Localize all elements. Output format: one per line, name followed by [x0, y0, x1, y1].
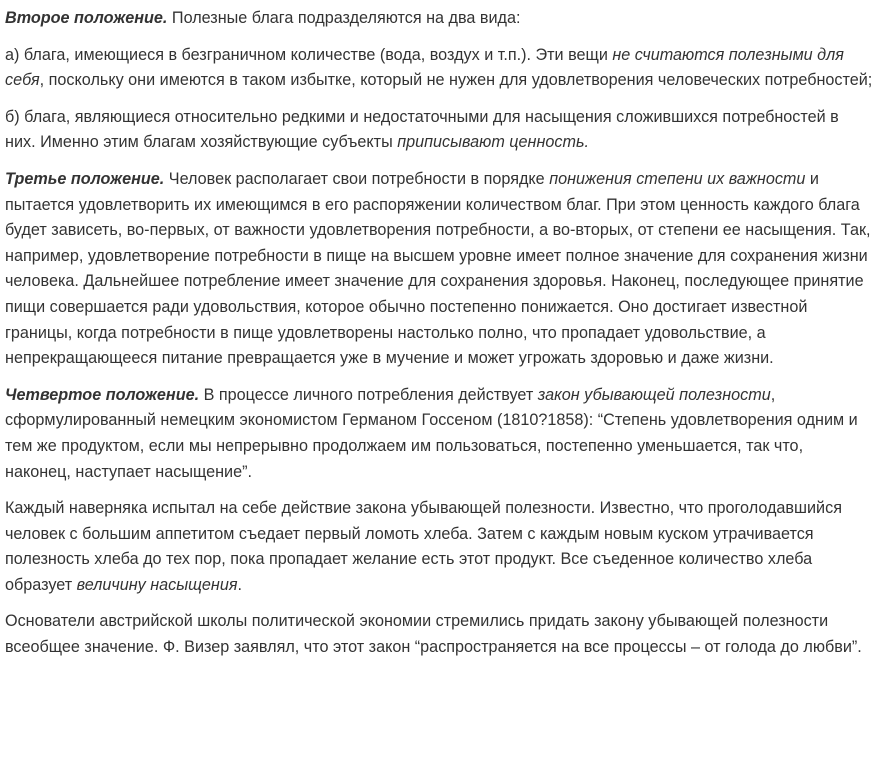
emphasis-assign-value: приписывают ценность.: [397, 133, 589, 152]
paragraph-text: .: [237, 575, 242, 594]
lead-fourth-proposition: Четвертое положение.: [5, 385, 200, 404]
paragraph-text: б) блага, являющиеся относительно редкими и недостаточными для насыщения сложившихся потребностей в них. Именно этим благам хозяйствующие субъекты: [5, 107, 839, 152]
paragraph-text: Каждый наверняка испытал на себе действие закона убывающей полезности. Известно, что проголодавшийся человек с большим аппетитом съедает первый ломоть хлеба. Затем с каждым новым куском утрачивается полезность хлеба до тех пор, пока пропадает желание есть этот продукт. Все съеденное количество хлеба образует: [5, 499, 842, 594]
paragraph-unlimited-goods: [5, 43, 873, 94]
paragraph-text: Человек располагает свои потребности в порядке: [164, 169, 550, 188]
emphasis-diminishing-utility-law: закон убывающей полезности: [537, 385, 771, 404]
paragraph-austrian-school: [5, 609, 873, 660]
paragraph-text: В процессе личного потребления действует: [199, 385, 538, 404]
paragraph-third-proposition: [5, 167, 873, 372]
paragraph-text: Полезные блага подразделяются на два вида:: [167, 9, 521, 27]
paragraph-scarce-goods: [5, 105, 873, 156]
paragraph-text: , сформулированный немецким экономистом Германом Госсеном (1810?1858): “Степень удовлетворения одним и тем же продуктом, если мы непрерывно продолжаем им пользоваться, постепенно уменьшается, так что, наконец, наступает насыщение”.: [5, 385, 858, 481]
lead-second-proposition: Второе положение.: [5, 9, 168, 27]
paragraph-text: , поскольку они имеются в таком избытке, который не нужен для удовлетворения человеческих потребностей;: [39, 71, 873, 90]
emphasis-not-useful: не считаются полезными для себя: [5, 45, 844, 90]
emphasis-saturation-amount: величину насыщения: [76, 575, 238, 594]
paragraph-text: а) блага, имеющиеся в безграничном количестве (вода, воздух и т.п.). Эти вещи: [5, 45, 613, 64]
paragraph-text: Основатели австрийской школы политической экономии стремились придать закону убывающей полезности всеобщее значение. Ф. Визер заявлял, что этот закон “распространяется на все процессы – от голода до любви”.: [5, 612, 862, 657]
paragraph-second-proposition: [5, 6, 873, 32]
paragraph-bread-example: [5, 496, 873, 598]
paragraph-fourth-proposition: [5, 383, 873, 485]
article-body: [5, 6, 873, 672]
lead-third-proposition: Третье положение.: [5, 169, 165, 188]
emphasis-decreasing-importance: понижения степени их важности: [549, 169, 806, 188]
paragraph-text: и пытается удовлетворить их имеющимся в его распоряжении количеством благ. При этом ценность каждого блага будет зависеть, во-первых, от важности удовлетворения потребности, а во-вторых, от степени ее насыщения. Так, например, удовлетворение потребности в пище на высшем уровне имеет полное значение для сохранения жизни человека. Дальнейшее потребление имеет значение для сохранения здоровья. Наконец, последующее принятие пищи совершается ради удовольствия, которое обычно постепенно понижается. Оно достигает известной границы, когда потребности в пище удовлетворены настолько полно, что пропадает удовольствие, а непрекращающееся питание превращается уже в мучение и может угрожать здоровью и даже жизни.: [5, 169, 871, 368]
